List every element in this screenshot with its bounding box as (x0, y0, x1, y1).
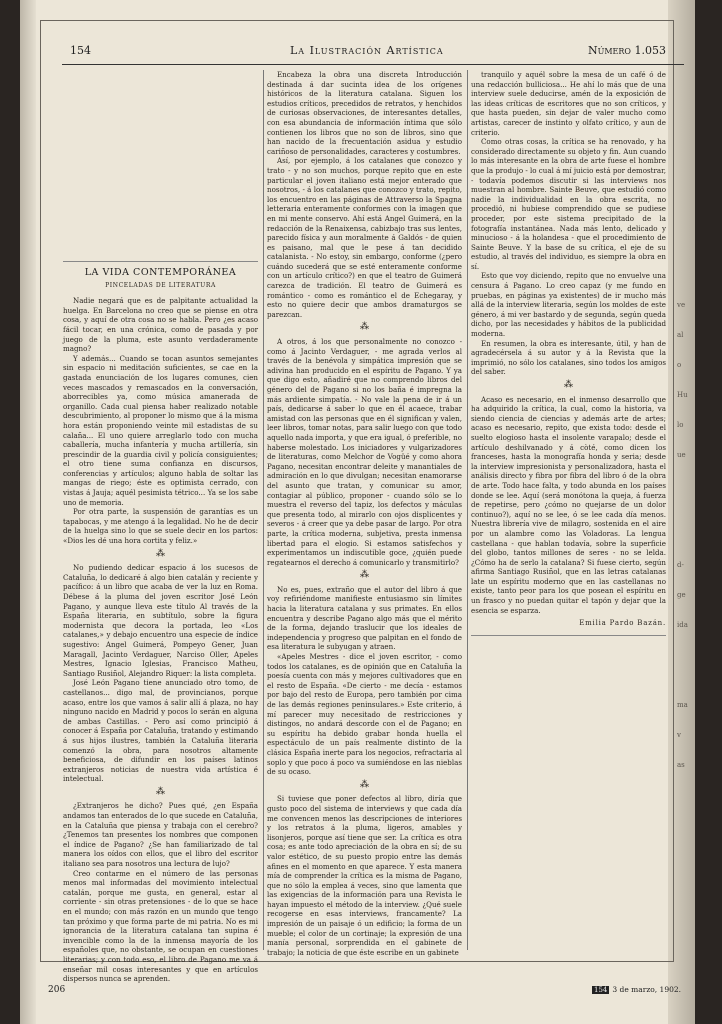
footer-stamp: 154 (594, 986, 608, 994)
asterism: ⁂ (564, 380, 573, 390)
section-subtitle: PINCELADAS DE LITERATURA (105, 281, 216, 289)
edge-text: lo (677, 421, 684, 429)
paragraph: tranquilo y aquél sobre la mesa de un café ó de una redacción bulliciosa... He ahí lo más que de una interview suele deducirse, amén de la exposición de las ideas críticas de escritores que no son críticos, y que hasta pueden, sin dejar de valer mucho como artistas, carecer de instinto y olfato crítico, y aun de criterio. (471, 70, 666, 137)
header-rule (62, 64, 684, 65)
edge-text: ue (677, 451, 686, 459)
footer-sheet-number: 206 (48, 985, 66, 995)
paragraph: Por otra parte, la suspensión de garantías es un tapabocas, y me atengo á la legalidad. No he de decir de la huelga sino lo que se suele decir en los partos: «Dios les dé una hora cortita y feliz.» (63, 507, 258, 546)
paragraph: No es, pues, extraño que el autor del libro á que voy refiriéndome manifieste entusiasmo sin límites hacia la literatura catalana y sus primates. En ellos encuentra y describe Pagano algo más que el mérito de la forma, dejando traslucir que los ideales de independencia y progreso que palpitan en el fondo de esa literatura le subyugan y atraen. (267, 584, 462, 652)
section-rule (63, 261, 258, 262)
paragraph: Y además... Cuando se tocan asuntos semejantes sin espacio ni meditación suficientes, se cae en la gastada enunciación de los lugares comunes, cien veces mascados y remascados en la conversación, aborrecibles ya, como música amanerada de organillo. Cada cual piensa haber realizado notable descubrimiento, al proponer lo mismo que á la misma hora están proponiendo veinte mil estadistas de su calaña... El uno quiere arreglarlo todo con mucha caballería, mucha infantería y mucha artillería, sin prescindir de la guardia civil y policía consiguientes; el otro tiene suma confianza en discursos, conferencias y artículos; alguno habla de soltar las mangas de riego; éste es optimista cerrado, con vistas á Jauja; aquél pesimista tétrico... Ya se los sabe uno de memoria. (63, 353, 258, 507)
section-title: LA VIDA CONTEMPORÁNEA (84, 267, 237, 278)
paragraph: ¿Extranjeros he dicho? Pues qué, ¿en España andamos tan enterados de lo que sucede en Cataluña, en la Cataluña que piensa y trabaja con el cerebro? ¿Tenemos tan presentes los nombres que componen el índice de Pagano? ¿Se han familiarizado de tal manera los oídos con ellos, que el libro del escritor italiano sea para nosotros una lectura de lujo? (63, 801, 258, 869)
edge-text: o (677, 361, 682, 369)
paragraph: Creo contarme en el número de las personas menos mal informadas del movimiento intelectual catalán, porque me gusta, en general, estar al corriente - sin otras pretensiones - de lo que se hace en el mundo; con más razón en un mundo que tengo tan próximo y que forma parte de mi patria. No es mi ignorancia de la literatura catalana tan supina é invencible como la de la inmensa mayoría de los españoles que, no obstante, se ocupan en cuestiones literarias; y con todo eso, el libro de Pagano me va á enseñar mil cosas interesantes y que en artículos dispersos nunca se aprenden. (63, 868, 258, 984)
edge-text: d- (677, 561, 684, 569)
paragraph: Así, por ejemplo, á los catalanes que conozco y trato - y no son muchos, porque repito que en este particular el joven italiano está mejor enterado que nosotros, - á los catalanes que conozco y trato, repito, los encuentro en las páginas de Attraverso la Spagna letteraria enteramente conformes con la imagen que en mi mente conservo. Ahí está Angel Guimerá, en la redacción de la Renaixensa, cabizbajo tras sus lentes, parecido física y aun moralmente á Galdós - de quien es paisano, mal que le pese á tan decidido catalanista. - No estoy, sin embargo, conforme (¿pero cuándo sucederá que se esté enteramente conforme con un artículo crítico?) en que el teatro de Guimerá carezca de tradición. El teatro de Guimerá es romántico - como es romántico el de Echegaray, y esto no quiere decir que ambos dramaturgos se parezcan. (267, 156, 462, 319)
header-title: La Ilustración Artística (290, 44, 444, 57)
header-issue: Número 1.053 (588, 44, 666, 57)
edge-text: as (677, 761, 685, 769)
paragraph: Nadie negará que es de palpitante actualidad la huelga. En Barcelona no creo que se piense en otra cosa, y aquí de otra cosa no se habla. Pero ¿es acaso fácil tocar, en una crónica, como de pasada y por juego de la pluma, este asunto verdaderamente magno? (63, 296, 258, 354)
edge-text: v (677, 731, 681, 739)
author-signature: Emilia Pardo Bazán. (579, 619, 666, 628)
paragraph: Como otras cosas, la crítica se ha renovado, y ha considerado directamente su objeto y fin. Aun cuando lo más interesante en la obra de arte fuese el hombre que la produjo - lo cual á mí juicio está por demostrar, - todavía podemos discutir si las interviews nos muestran al hombre. Sainte Beuve, que estudió como nadie la individualidad en la obra escrita, no procedió, ni hubiese comprendido que se pudiese proceder, por este sistema precipitado de la fotografía instantánea. Nada más lento, delicado y minucioso - á la holandesa - que el procedimiento de Sainte Beuve. Y la base de su crítica, el eje de su estudio, al través del individuo, es siempre la obra en sí. (471, 137, 666, 271)
asterism: ⁂ (360, 570, 369, 581)
column-3 (471, 70, 666, 950)
paragraph: Encabeza la obra una discreta Introducción destinada á dar sucinta idea de los orígenes históricos de la literatura catalana. Siguen los estudios críticos, precedidos de retratos, y henchidos de curiosas observaciones, de interesantes detalles, con esa abundancia de información íntima que sólo contienen los libros que no son de libros, sino que han nacido de la frecuentación asidua y estudio cariñoso de personalidades, caracteres y costumbres. (267, 70, 462, 156)
asterism: ⁂ (360, 322, 369, 333)
paragraph: En resumen, la obra es interesante, útil, y han de agradecérsela á su autor y á la Revista que la imprimió, no sólo los catalanes, sino todos los amigos del saber. (471, 338, 666, 377)
asterism: ⁂ (156, 786, 165, 797)
column-top-blank (63, 70, 258, 255)
paragraph: A otros, á los que personalmente no conozco - como á Jacinto Verdaguer, - me agrada verlos al través de la benévola y simpática impresión que se adivina han producido en el espíritu de Pagano. Y ya que digo esto, añadiré que no comprendo libros del género del de Pagano si no los baña é impregna la más ardiente simpatía. - No vale la pena de ir á un país, dedicarse á saber lo que en él acaece, trabar amistad con las personas que en él significan y valen, leer libros, tomar notas, para salir luego con que todo aquello nada importa, y que era igual, ó preferible, no haberse molestado. Los iniciadores y vulgarizadores de literaturas, como Melchor de Vogüé y como ahora Pagano, necesitan encontrar deleite y manantiales de admiración en lo que divulgan; necesitan enamorarse del asunto que tratan, y comunicar su amor, contagiar al público, proponer - cuando sólo se lo muestra el reverso del tapiz, los defectos y máculas que presenta todo, al mirarlo con ojos displicentes y severos - á creer que ya debe pasar de largo. Por otra parte, la crítica moderna, subjetiva, presta inmensa libertad para el elogio. Si estamos satisfechos y experimentamos un indiscutible goce, ¿quién puede regatearnos el derecho á comunicarlo y transmitirlo? (267, 337, 462, 567)
header-page-number: 154 (70, 44, 91, 57)
column-2 (267, 70, 462, 957)
column-1 (63, 70, 258, 984)
column-divider (263, 70, 264, 950)
edge-text: al (677, 331, 684, 339)
column-divider (467, 70, 468, 950)
paragraph: «Apeles Mestres - dice el joven escritor, - como todos los catalanes, es de opinión que en Cataluña la poesía cuenta con más y mejores cultivadores que en el resto de España. «De cierto - me decía - estamos por bajo del resto de Europa, pero también por cima de las demás regiones peninsulares.» Este criterio, á mí parecer muy necesitado de restricciones y distingos, no andará descorde con el de Pagano; en su espíritu ha debido grabar honda huella el espectáculo de un país realmente distinto de la clásica España inerte para los negocios, refractaria al soplo y que poco á poco va sumiéndose en las nieblas de su ocaso. (267, 652, 462, 777)
paragraph: Esto que voy diciendo, repito que no envuelve una censura á Pagano. Lo creo capaz (y me fundo en pruebas, en páginas ya existentes) de ir mucho más allá de la interview literaria, según los moldes de este género, á mi ver bastardo y de segunda, según queda dicho, por las necesidades y hábitos de la publicidad moderna. (471, 271, 666, 339)
edge-text: Hu (677, 391, 688, 399)
paragraph: Acaso es necesario, en el inmenso desarrollo que ha adquirido la crítica, la cual, como la historia, va siendo ciencia de ciencias y además arte de artes; acaso es necesario, repito, que exista todo: desde el suelto elogioso hasta el insolente varapalo; desde el artículo deshilvanado y á còté, como dicen los franceses, hasta la monografía honda y seria; desde la interview impresionista y personalizadora, hasta el análisis directo y fibra por fibra del libro ó de la obra de arte. Todo hace falta, y todo abunda en los países donde se lee. Aquí (será monótona la queja, á fuerza de repetirse, pero ¿cómo no quejarse de un dolor continuo?), aquí no se lee, ó se lee cada día menos. Nuestra librería vive de milagro, sostenida en el aire por un alambre como las Voladoras. La lengua castellana - que hablan todavía, sobre la superficie del globo, tantos millones de seres - no se lelda. ¿Cómo ha de serlo la catalana? Si fuese cierto, según afirma Santiago Rusiñol, que en las letras catalanas late un espíritu moderno que en las castellanas no existe, tanto peor para los que posean el espíritu en un frasco y no puedan quitar el tapón y dejar que la esencia se esparza. (471, 394, 666, 615)
edge-text: ve (677, 301, 686, 309)
paragraph: Si tuviese que poner defectos al libro, diría que gusto poco del sistema de interviews y que cada día me convencen menos las descripciones de interiores y los retratos á la pluma, ligeros, amables y lisonjeros, porque así tiene que ser. La crítica es otra cosa; es ante todo apreciación de la obra en sí; de su valor estético, de su puesto propio entre las demás afines en el momento en que aparece. Y esta manera mía de comprender la crítica es la misma de Pagano, que no sólo la emplea á veces, sino que lamenta que las exigencias de la información para una Revista le hayan impuesto el método de la interview. ¿Qué suele recogerse en esas interviews, francamente? La impresión de un paisaje ó un edificio; la forma de un mueble; el color de un cortinaje; la expresión de una manía personal, sorprendida en el gabinete de trabajo; la noticia de que éste escribe en un gabinete (267, 794, 462, 957)
edge-text: ma (677, 701, 688, 709)
footer-date (592, 985, 681, 994)
paragraph: No pudiendo dedicar espacio á los sucesos de Cataluña, lo dedicaré á algo bien catalán y reciente y pacífico: á un libro que acaba de ver la luz en Roma. Débese á la pluma del joven escritor José León Pagano, y aunque lleva este título Al través de la España literaria, en subtítulo, sobre la figura modernista que decora la portada, leo «Los catalanes,» y debajo encuentro una especie de índice sugestivo: Angel Guimerá, Pompeyo Gener, Juan Maragall, Jacinto Verdaguer, Narciso Oller, Apeles Mestres, Ignacio Iglesias, Francisco Matheu, Santiago Rusiñol, Alejandro Riquer: la lista completa. (63, 563, 258, 678)
asterism: ⁂ (156, 548, 165, 559)
asterism: ⁂ (360, 779, 369, 790)
binding-spine (20, 0, 36, 1024)
section-rule (471, 635, 666, 636)
edge-text: ge (677, 591, 686, 599)
footer-date-text: 3 de marzo, 1902. (612, 985, 682, 994)
paragraph: José León Pagano tiene anunciado otro tomo, de castellanos... digo mal, de provincianos, porque acaso, entre los que vamos á salir allí á plaza, no hay ninguno nacido en Madrid y pocos lo serán en alguna de ambas Castillas. - Pero así como principió á conocer á España por Cataluña, tratando y estimando á sus hijos ilustres, también la Cataluña literaria comenzó la obra, para nosotros altamente beneficiosa, de difundir en los países latinos extranjeros noticias de nuestra vida artística é intelectual. (63, 678, 258, 784)
edge-text: ida (677, 621, 688, 629)
